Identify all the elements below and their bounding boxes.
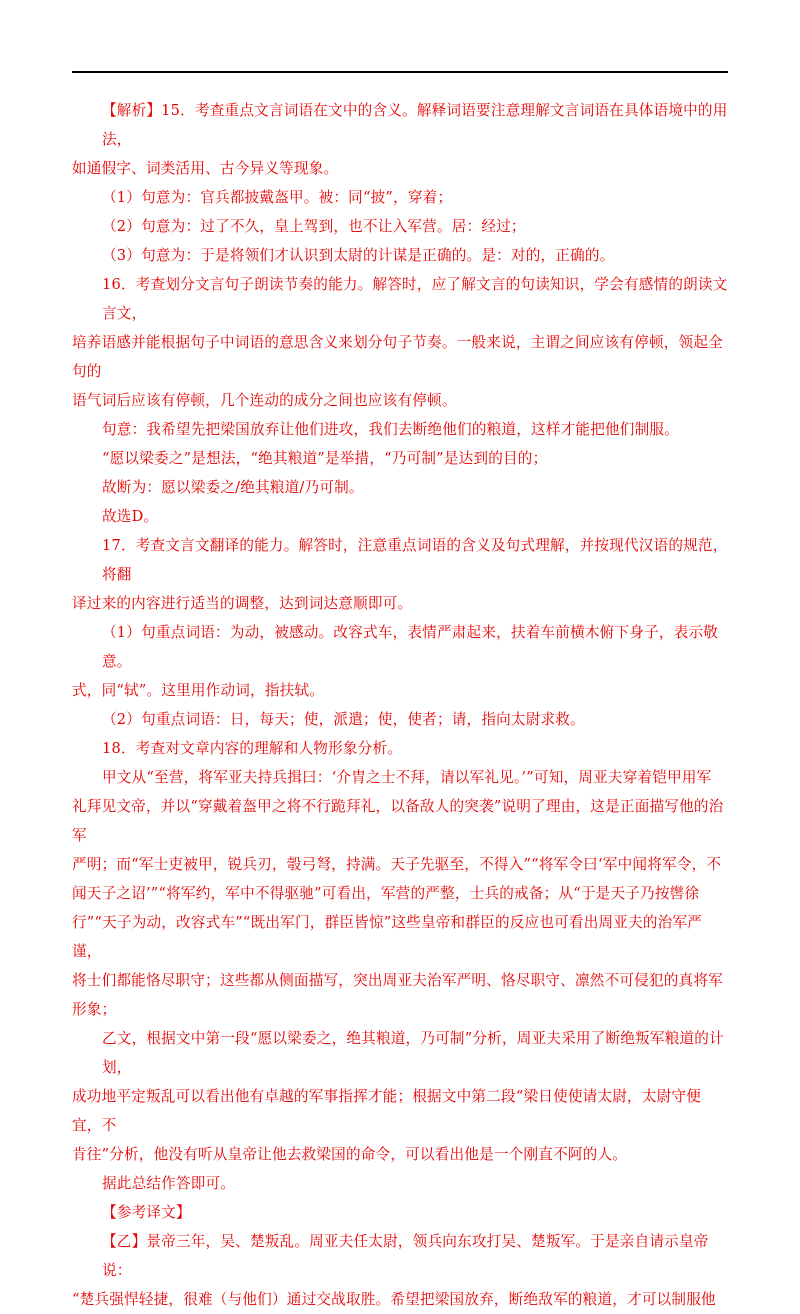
text-line: 【乙】景帝三年，吴、楚叛乱。周亚夫任太尉，领兵向东攻打吴、楚叛军。于是亲自请示皇帝说： [102,1233,709,1279]
text-line: （2）句意为：过了不久，皇上驾到，也不让入军营。居：经过； [102,218,526,235]
text-line: 译过来的内容进行适当的调整，达到词达意顺即可。 [72,595,413,612]
text-line: 【参考译文】 [102,1204,191,1221]
text-line: （3）句意为：于是将领们才认识到太尉的计谋是正确的。是：对的，正确的。 [102,247,615,264]
text-line: 肯往”分析，他没有听从皇帝让他去救梁国的命令，可以看出他是一个刚直不阿的人。 [72,1146,628,1163]
text-line: 成功地平定叛乱可以看出他有卓越的军事指挥才能；根据文中第二段“梁日使使请太尉，太尉守便宜，不 [72,1088,702,1134]
text-line: 严明；而“军士吏被甲，锐兵刃，彀弓弩，持满。天子先驱至，不得入”“将军令曰‘军中闻将军令，不 [72,856,722,873]
text-line: “楚兵强悍轻捷，很难（与他们）通过交战取胜。希望把梁国放弃，断绝敌军的粮道，才可以制服他 [72,1291,716,1308]
document-body [72,96,728,1314]
text-line: （1）句重点词语：为动，被感动。改容式车，表情严肃起来，扶着车前横木俯下身子，表示敬意。 [102,624,719,670]
text-line: （1）句意为：官兵都披戴盔甲。被：同“披”，穿着； [102,189,453,206]
text-line: 句意：我希望先把梁国放弃让他们进攻，我们去断绝他们的粮道，这样才能把他们制服。 [102,421,679,438]
text-line: 17．考查文言文翻译的能力。解答时，注意重点词语的含义及句式理解，并按现代汉语的规范，将翻 [102,537,728,583]
text-line: 将士们都能恪尽职守；这些都从侧面描写，突出周亚夫治军严明、恪尽职守、凛然不可侵犯的真将军形象； [72,972,723,1018]
text-line: 行”“天子为动，改容式车”“既出军门，群臣皆惊”这些皇帝和群臣的反应也可看出周亚夫的治军严谨， [72,914,703,960]
text-line: 【解析】15．考查重点文言词语在文中的含义。解释词语要注意理解文言词语在具体语境中的用法， [102,102,728,148]
text-line: 故断为：愿以梁委之/绝其粮道/乃可制。 [102,479,364,496]
text-line: 甲文从“至营，将军亚夫持兵揖曰：‘介胄之士不拜，请以军礼见。’”可知，周亚夫穿着铠甲用军 [102,769,712,786]
text-line: 据此总结作答即可。 [102,1175,236,1192]
text-line: 式，同“轼”。这里用作动词，指扶轼。 [72,682,325,699]
text-line: 16．考查划分文言句子朗读节奏的能力。解答时，应了解文言的句读知识，学会有感情的朗读文言文， [102,276,728,322]
text-line: 18．考查对文章内容的理解和人物形象分析。 [102,740,403,757]
text-line: （2）句重点词语：日，每天；使，派遣；使，使者；请，指向太尉求救。 [102,711,585,728]
text-line: 如通假字、词类活用、古今异义等现象。 [72,160,339,177]
text-line: 故选D。 [102,508,159,525]
text-line: 礼拜见文帝，并以“穿戴着盔甲之将不行跪拜礼，以备敌人的突袭”说明了理由，这是正面描写他的治军 [72,798,724,844]
text-line: 培养语感并能根据句子中词语的意思含义来划分句子节奏。一般来说，主谓之间应该有停顿，领起全句的 [72,334,723,380]
text-line: 语气词后应该有停顿，几个连动的成分之间也应该有停顿。 [72,392,457,409]
text-line: 闻天子之诏’”“将军约，军中不得驱驰”可看出，军营的严整，士兵的戒备；从“于是天子乃按辔徐 [72,885,700,902]
text-line: 乙文，根据文中第一段“愿以梁委之，绝其粮道，乃可制”分析，周亚夫采用了断绝叛军粮道的计划， [102,1030,724,1076]
header-rule [72,71,728,73]
text-line: “愿以梁委之”是想法，“绝其粮道”是举措，“乃可制”是达到的目的； [102,450,548,467]
